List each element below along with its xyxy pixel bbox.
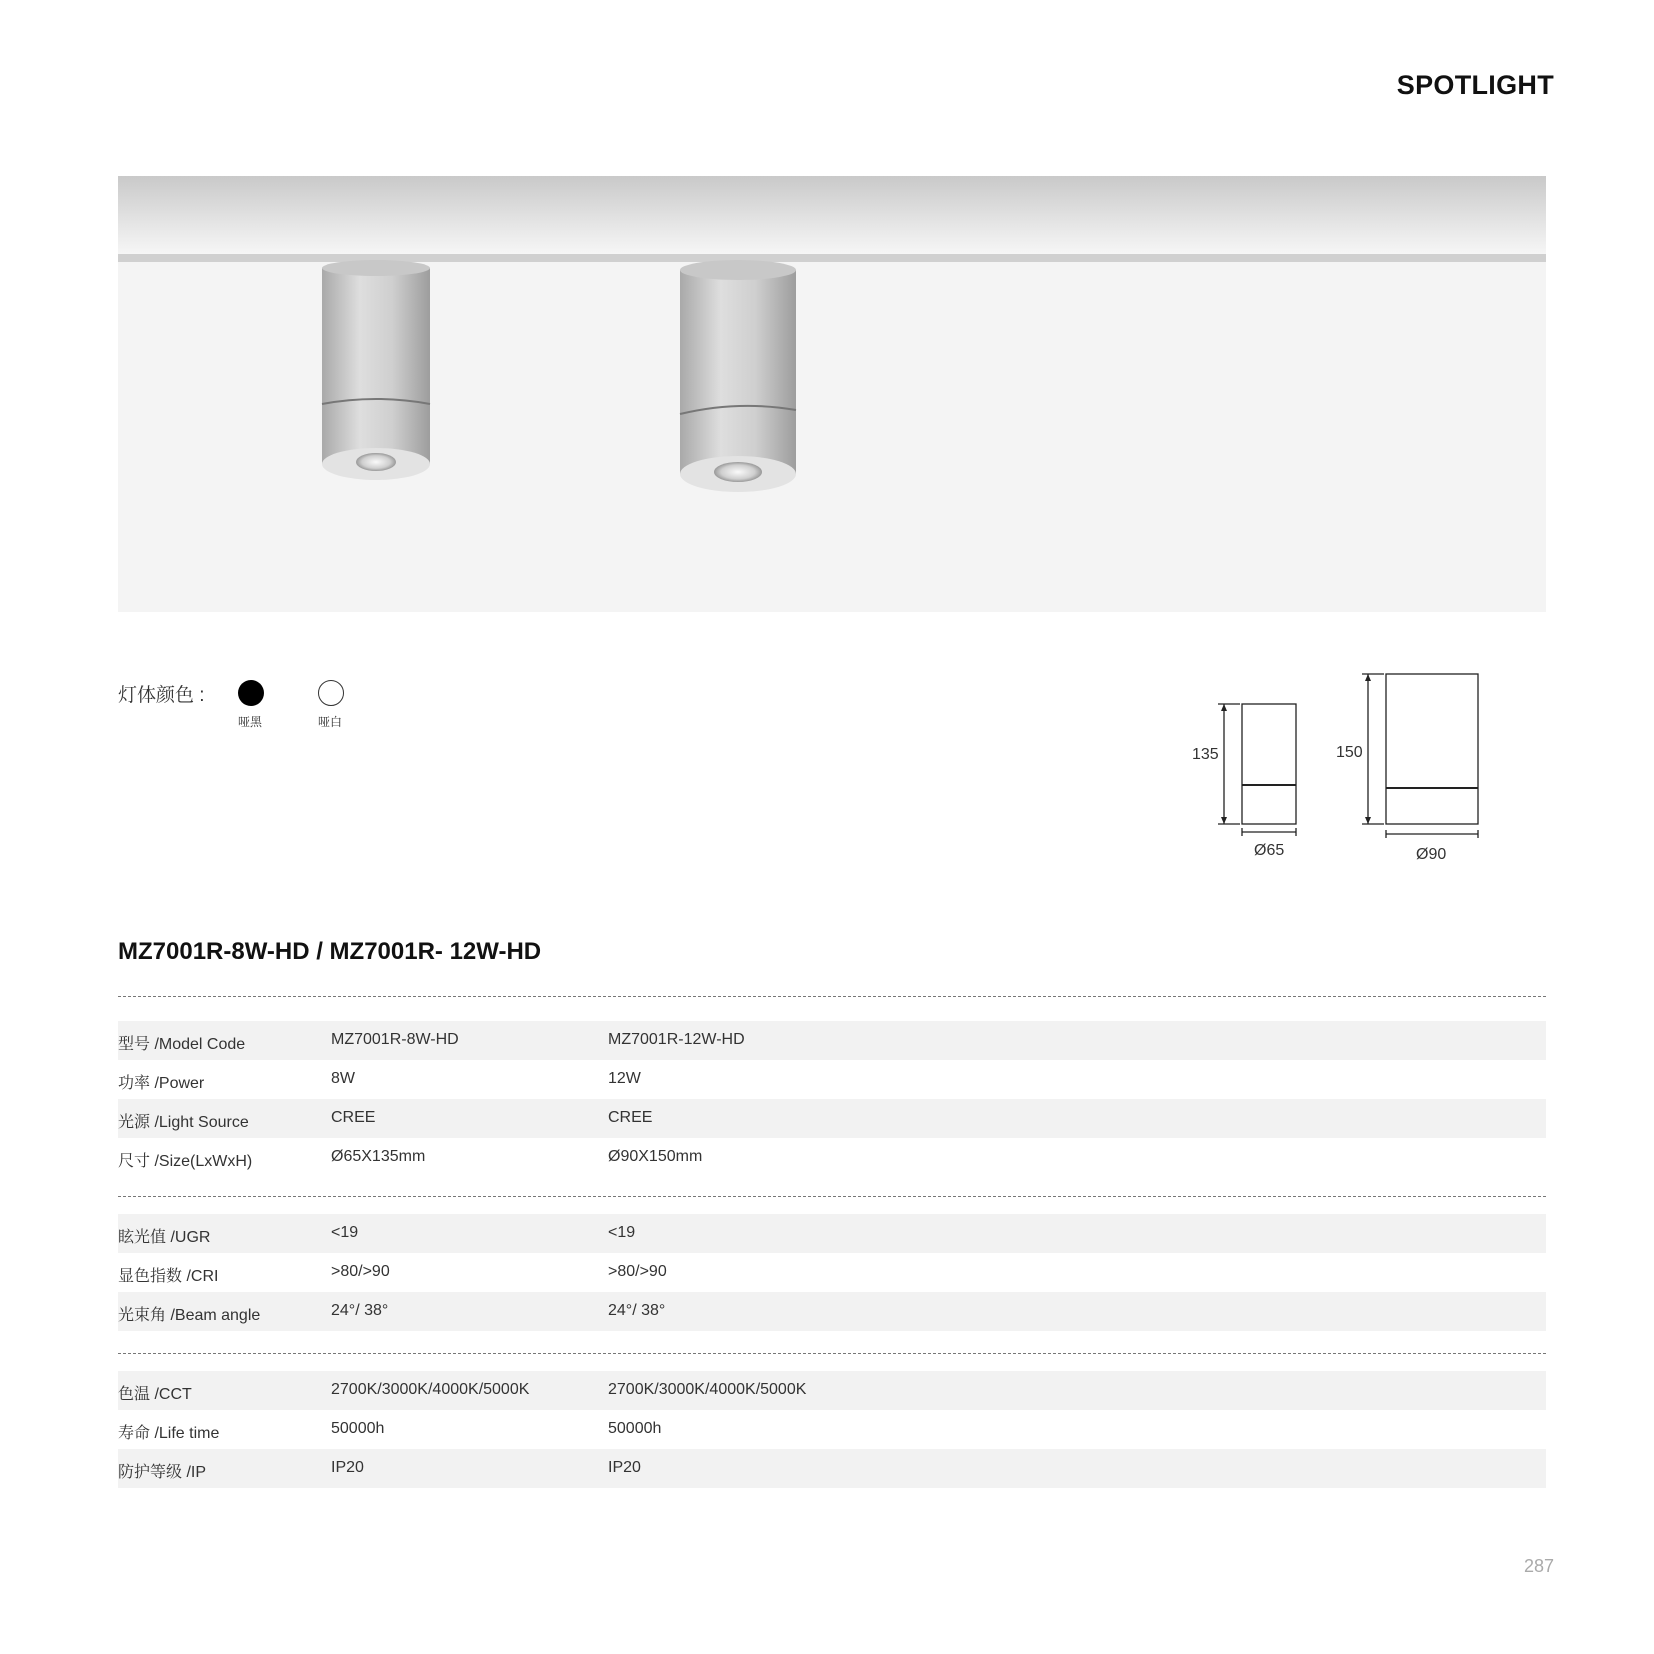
spec-label: 色温 /CCT bbox=[118, 1386, 192, 1403]
spec-group-1 bbox=[118, 1021, 1546, 1177]
spec-value-8w: 24°/ 38° bbox=[331, 1302, 389, 1319]
spec-label: 寿命 /Life time bbox=[118, 1425, 220, 1442]
spec-value-8w: >80/>90 bbox=[331, 1263, 390, 1280]
product-photo-illustration bbox=[118, 176, 1546, 612]
spec-label: 显色指数 /CRI bbox=[118, 1268, 219, 1285]
spotlight-large-image bbox=[680, 260, 796, 492]
spec-label: 光源 /Light Source bbox=[118, 1114, 249, 1131]
spec-label: 型号 /Model Code bbox=[118, 1036, 246, 1053]
model-title: MZ7001R-8W-HD / MZ7001R- 12W-HD bbox=[118, 938, 542, 965]
spec-label: 光束角 /Beam angle bbox=[118, 1307, 261, 1324]
white-swatch bbox=[318, 680, 344, 706]
spec-value-12w: 12W bbox=[608, 1070, 641, 1087]
spec-value-12w: 2700K/3000K/4000K/5000K bbox=[608, 1381, 807, 1398]
spec-value-12w: >80/>90 bbox=[608, 1263, 667, 1280]
spec-row-cct bbox=[118, 1371, 1546, 1410]
divider-3 bbox=[118, 1353, 1546, 1354]
large-height-label: 150 bbox=[1336, 744, 1363, 761]
spec-label: 防护等级 /IP bbox=[118, 1464, 207, 1481]
black-swatch-caption: 哑黑 bbox=[238, 715, 263, 729]
spec-value-8w: Ø65X135mm bbox=[331, 1148, 426, 1165]
spec-group-3 bbox=[118, 1371, 1546, 1488]
spec-value-8w: 2700K/3000K/4000K/5000K bbox=[331, 1381, 530, 1398]
spec-value-8w: MZ7001R-8W-HD bbox=[331, 1031, 459, 1048]
spec-value-12w: <19 bbox=[608, 1224, 636, 1241]
spec-label: 功率 /Power bbox=[118, 1075, 205, 1092]
spec-value-8w: 50000h bbox=[331, 1420, 385, 1437]
spec-value-12w: CREE bbox=[608, 1109, 653, 1126]
page-number: 287 bbox=[1523, 1556, 1554, 1576]
spec-row-light-source bbox=[118, 1099, 1546, 1138]
spec-row-ugr bbox=[118, 1214, 1546, 1253]
spec-label: 尺寸 /Size(LxWxH) bbox=[118, 1153, 253, 1170]
spec-value-12w: 50000h bbox=[608, 1420, 662, 1437]
spec-label: 眩光值 /UGR bbox=[118, 1229, 211, 1246]
spec-value-8w: 8W bbox=[331, 1070, 355, 1087]
spec-value-12w: MZ7001R-12W-HD bbox=[608, 1031, 745, 1048]
spec-group-2 bbox=[118, 1214, 1546, 1331]
spec-value-12w: Ø90X150mm bbox=[608, 1148, 703, 1165]
white-swatch-caption: 哑白 bbox=[318, 715, 343, 729]
spec-value-8w: IP20 bbox=[331, 1459, 364, 1476]
spec-row-model-code bbox=[118, 1021, 1546, 1060]
spec-row-ip bbox=[118, 1449, 1546, 1488]
spec-row-size bbox=[118, 1138, 1546, 1177]
large-diameter-label: Ø90 bbox=[1416, 846, 1447, 863]
page-header-title: SPOTLIGHT bbox=[1396, 70, 1554, 100]
spec-value-12w: IP20 bbox=[608, 1459, 641, 1476]
spec-value-12w: 24°/ 38° bbox=[608, 1302, 666, 1319]
spec-row-power bbox=[118, 1060, 1546, 1099]
body-color-label: 灯体颜色 : bbox=[118, 685, 205, 706]
small-height-label: 135 bbox=[1192, 746, 1219, 763]
small-diameter-label: Ø65 bbox=[1254, 842, 1285, 859]
spec-value-8w: CREE bbox=[331, 1109, 376, 1126]
spec-value-8w: <19 bbox=[331, 1224, 359, 1241]
spotlight-small-image bbox=[322, 260, 430, 480]
divider-1 bbox=[118, 996, 1546, 997]
product-photo bbox=[118, 176, 1546, 612]
spec-row-beam-angle bbox=[118, 1292, 1546, 1331]
black-swatch bbox=[238, 680, 264, 706]
divider-2 bbox=[118, 1196, 1546, 1197]
spec-row-cri bbox=[118, 1253, 1546, 1292]
spec-row-life-time bbox=[118, 1410, 1546, 1449]
